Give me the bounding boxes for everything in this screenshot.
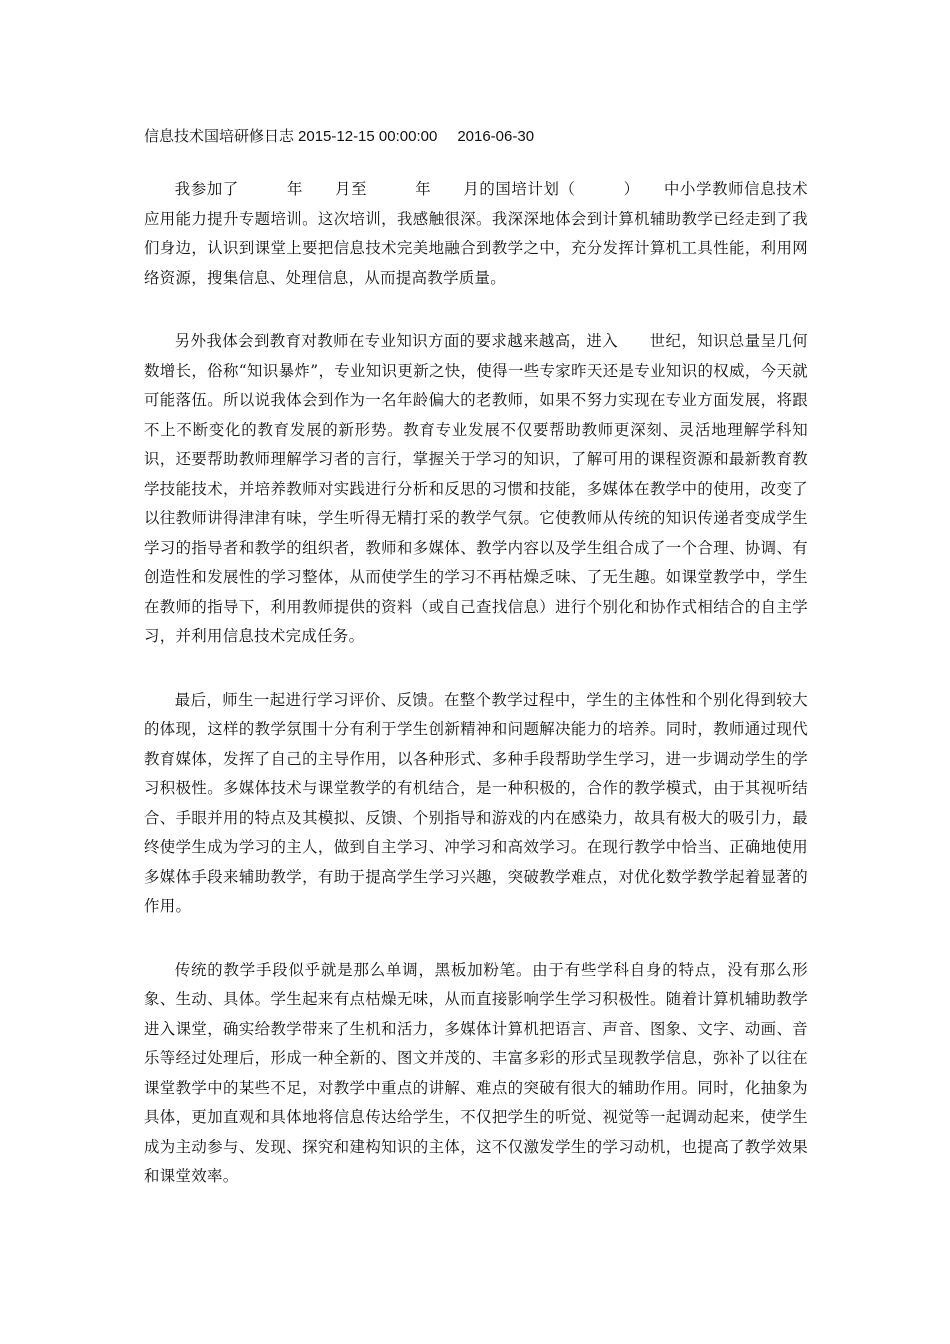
document-title: 信息技术国培研修日志: [144, 127, 295, 145]
paragraph-4: 传统的教学手段似乎就是那么单调，黑板加粉笔。由于有些学科自身的特点，没有那么形象、生动、具体。学生起来有点枯燥无味，从而直接影响学生学习积极性。随着计算机辅助教学进入课堂，确实给教学带来了生机和活力，多媒体计算机把语言、声音、图象、文字、动画、音乐等经过处理后，形成一种全新的、图文并茂的、丰富多彩的形式呈现教学信息，弥补了以往在课堂教学中的某些不足，对教学中重点的讲解、难点的突破有很大的辅助作用。同时，化抽象为具体，更加直观和具体地将信息传达给学生，不仅把学生的听觉、视觉等一起调动起来，使学生成为主动参与、发现、探究和建构知识的主体，这不仅激发学生的学习动机，也提高了教学效果和课堂效率。: [144, 960, 808, 1185]
paragraph-3: 最后，师生一起进行学习评价、反馈。在整个教学过程中，学生的主体性和个别化得到较大的体现，这样的教学氛围十分有利于学生创新精神和问题解决能力的培养。同时，教师通过现代教育媒体，发挥了自己的主导作用，以各种形式、多种手段帮助学生学习，进一步调动学生的学习积极性。多媒体技术与课堂教学的有机结合，是一种积极的，合作的教学模式，由于其视听结合、手眼并用的特点及其模拟、反馈、个别指导和游戏的内在感染力，故具有极大的吸引力，最终使学生成为学习的主人，做到自主学习、冲学习和高效学习。在现行教学中恰当、正确地使用多媒体手段来辅助教学，有助于提高学生学习兴趣，突破教学难点，对优化数学教学起着显著的作用。: [144, 690, 808, 915]
start-date: 2015-12-15 00:00:00: [298, 128, 438, 145]
document-header: [144, 124, 844, 149]
end-date: 2016-06-30: [457, 128, 535, 145]
document-body: [144, 175, 808, 1226]
paragraph-1: 我参加了 年 月至 年 月的国培计划（ ） 中小学教师信息技术应用能力提升专题培训。这次培训，我感触很深。我深深地体会到计算机辅助教学已经走到了我们身边，认识到课堂上要把信息技术完美地融合到教学之中，充分发挥计算机工具性能，利用网络资源，搜集信息、处理信息，从而提高教学质量。: [144, 180, 808, 287]
paragraph-2: 另外我体会到教育对教师在专业知识方面的要求越来越高，进入 世纪，知识总量呈几何数增长，俗称“知识暴炸”，专业知识更新之快，使得一些专家昨天还是专业知识的权威，今天就可能落伍。所以说我体会到作为一名年龄偏大的老教师，如果不努力实现在专业方面发展，将跟不上不断变化的教育发展的新形势。教育专业发展不仅要帮助教师更深刻、灵活地理解学科知识，还要帮助教师理解学习者的言行，掌握关于学习的知识，了解可用的课程资源和最新教育教学技能技术，并培养教师对实践进行分析和反思的习惯和技能，多媒体在教学中的使用，改变了以往教师讲得津津有味，学生听得无精打采的教学气氛。它使教师从传统的知识传递者变成学生学习的指导者和教学的组织者，教师和多媒体、教学内容以及学生组合成了一个合理、协调、有创造性和发展性的学习整体，从而使学生的学习不再枯燥乏味、了无生趣。如课堂教学中，学生在教师的指导下，利用教师提供的资料（或自己查找信息）进行个别化和协作式相结合的自主学习，并利用信息技术完成任务。: [144, 332, 808, 645]
